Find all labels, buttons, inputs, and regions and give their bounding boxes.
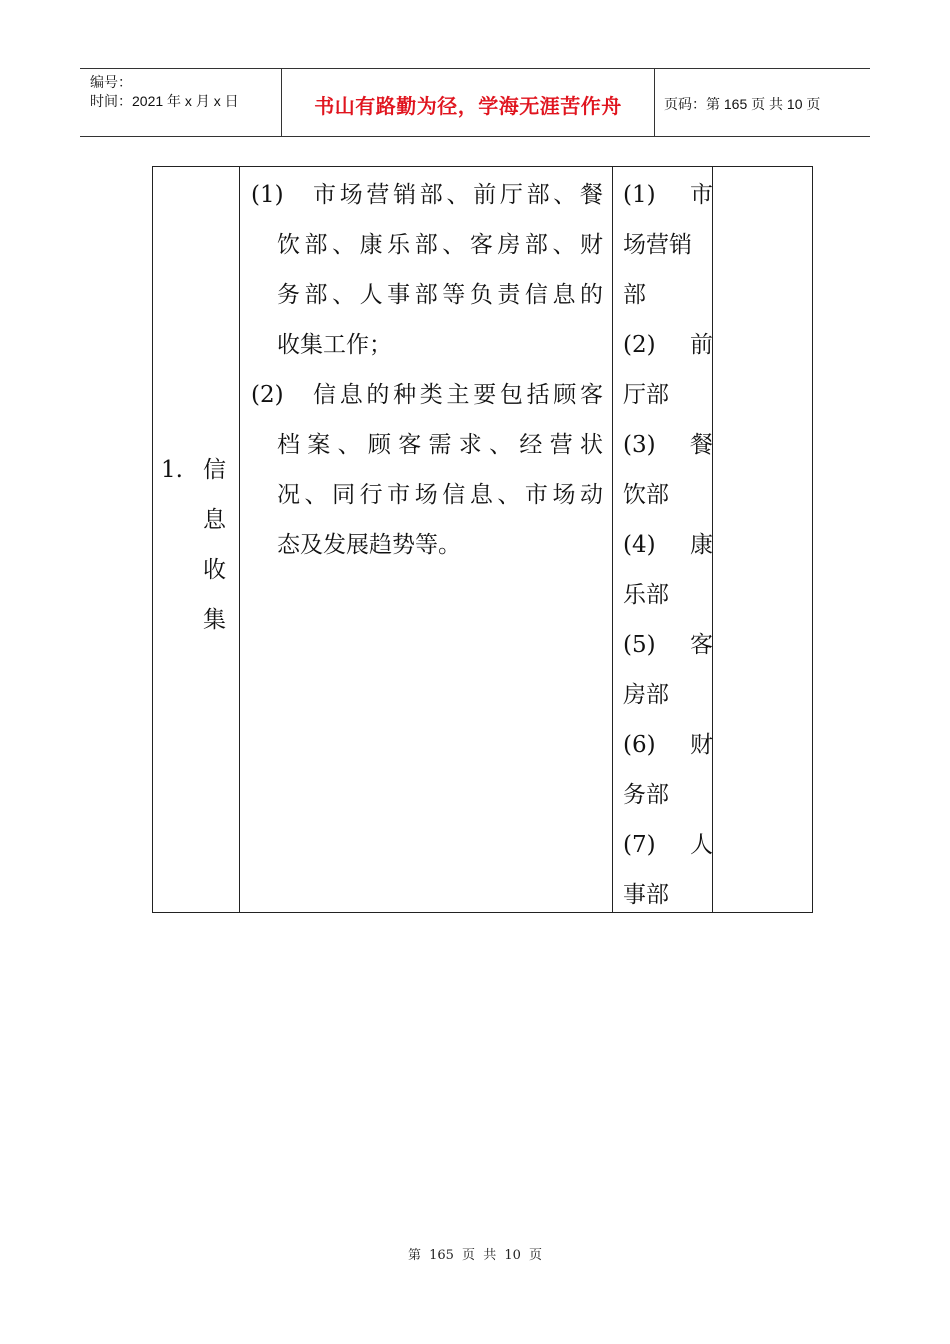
- department-first-line: [623, 320, 713, 370]
- header-meta: [90, 73, 280, 111]
- description-item: [251, 370, 603, 570]
- item-text-line: 务部、人事部等负责信息的: [277, 282, 603, 308]
- department-text-line: 饮部: [623, 482, 669, 508]
- department-char: 康: [690, 532, 713, 558]
- section-number: 1.: [161, 457, 183, 483]
- department-marker: (4): [623, 532, 656, 558]
- department-char: 餐: [690, 432, 713, 458]
- item-text-line: 收集工作；: [277, 332, 392, 358]
- department-text-line: 房部: [623, 682, 669, 708]
- department-marker: (6): [623, 732, 656, 758]
- department-text-line: 务部: [623, 782, 669, 808]
- department-char: 客: [690, 632, 713, 658]
- department-text-line: 事部: [623, 882, 669, 908]
- title-char: 息: [203, 507, 226, 533]
- item-text-line: 饮部、康乐部、客房部、财: [277, 232, 603, 258]
- header-motto: 书山有路勤为径，学海无涯苦作舟: [314, 93, 622, 118]
- column-divider: [612, 167, 613, 912]
- column-divider: [239, 167, 240, 912]
- time-label: 时间：2021 年 x 月 x 日: [90, 93, 239, 109]
- department-item: [623, 620, 713, 720]
- department-first-line: [623, 720, 713, 770]
- section-title-cell: [161, 445, 239, 645]
- item-marker: (2): [251, 382, 284, 408]
- item-text-line: 档案、顾客需求、经营状: [277, 432, 603, 458]
- content-table: [152, 166, 813, 913]
- item-text-line: 信息的种类主要包括顾客: [313, 382, 603, 408]
- department-first-line: [623, 170, 713, 220]
- title-char: 收: [203, 557, 226, 583]
- department-text-line: 部: [623, 282, 646, 308]
- description-item: [251, 170, 603, 370]
- department-char: 市: [690, 182, 713, 208]
- department-marker: (3): [623, 432, 656, 458]
- item-text-line: 况、同行市场信息、市场动: [277, 482, 603, 508]
- department-marker: (7): [623, 832, 656, 858]
- title-row: [161, 445, 239, 495]
- number-label: 编号：: [90, 74, 132, 90]
- department-char: 人: [690, 832, 713, 858]
- department-item: [623, 320, 713, 420]
- department-text-line: 场营销: [623, 232, 692, 258]
- department-char: 前: [690, 332, 713, 358]
- department-item: [623, 720, 713, 820]
- header-page-info: 页码：第 165 页 共 10 页: [664, 96, 821, 112]
- title-row: [161, 545, 239, 595]
- title-row: [161, 495, 239, 545]
- department-first-line: [623, 420, 713, 470]
- item-marker: (1): [251, 182, 284, 208]
- title-char: 集: [203, 607, 226, 633]
- department-item: [623, 170, 713, 320]
- title-char: 信: [203, 457, 226, 483]
- department-char: 财: [690, 732, 713, 758]
- department-marker: (5): [623, 632, 656, 658]
- page-header: [80, 68, 870, 137]
- department-first-line: [623, 620, 713, 670]
- department-text-line: 厅部: [623, 382, 669, 408]
- department-first-line: [623, 520, 713, 570]
- department-marker: (2): [623, 332, 656, 358]
- department-item: [623, 520, 713, 620]
- department-cell: [623, 170, 713, 920]
- department-item: [623, 420, 713, 520]
- page-footer: 第 165 页 共 10 页: [407, 1248, 543, 1263]
- description-cell: [251, 170, 603, 570]
- title-row: [161, 595, 239, 645]
- header-divider: [654, 69, 655, 136]
- department-first-line: [623, 820, 713, 870]
- department-item: [623, 820, 713, 920]
- item-text-line: 态及发展趋势等。: [277, 532, 461, 558]
- department-text-line: 乐部: [623, 582, 669, 608]
- item-text-line: 市场营销部、前厅部、餐: [313, 182, 603, 208]
- department-marker: (1): [623, 182, 656, 208]
